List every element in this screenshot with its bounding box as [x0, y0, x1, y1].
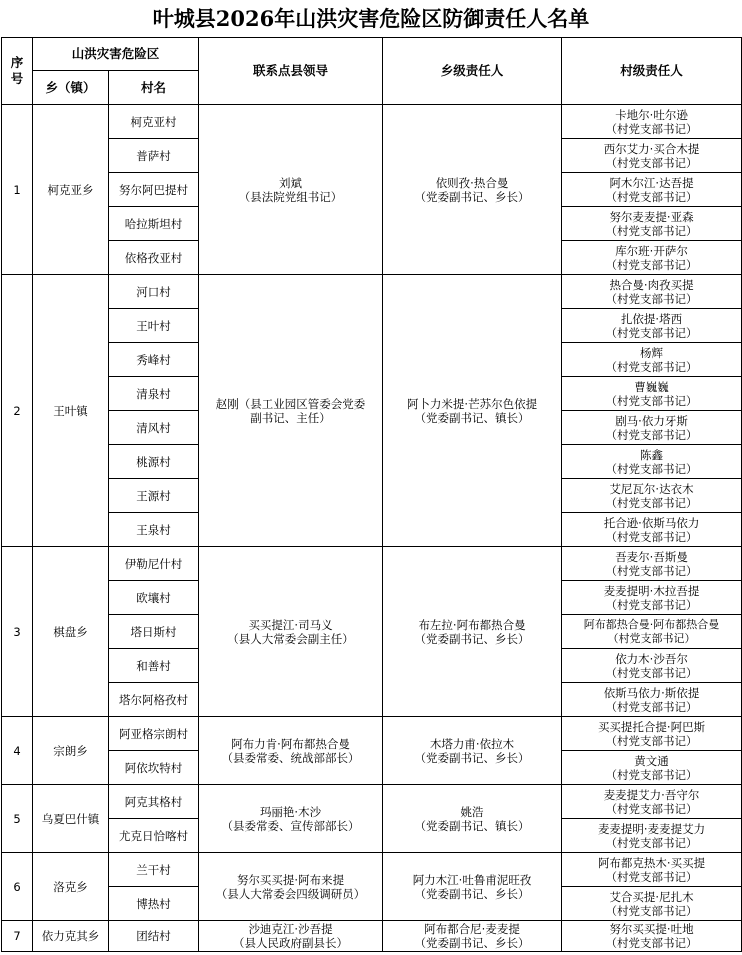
village-resp-cell-title: （村党支部书记） [605, 461, 698, 476]
table-body [2, 105, 742, 952]
village-cell: 柯克亚村 [109, 105, 199, 139]
township-resp-cell-name: 木塔力甫·依拉木 [429, 736, 515, 751]
village-cell: 欧壤村 [109, 581, 199, 615]
township-resp-cell-name: 依则孜·热合曼 [435, 175, 509, 190]
village-cell: 阿亚格宗朗村 [109, 717, 199, 751]
table-row [2, 717, 742, 751]
village-cell: 依格孜亚村 [109, 241, 199, 275]
village-resp-cell-name: 买买提托合提·阿巴斯 [597, 719, 706, 734]
village-resp-cell [562, 275, 742, 309]
village-resp-cell-name: 卡地尔·吐尔逊 [615, 107, 688, 122]
village-cell: 兰干村 [109, 853, 199, 887]
village-resp-cell-title: （村党支部书记） [605, 835, 698, 850]
county-leader-cell-name: 玛丽艳·木沙 [259, 804, 322, 819]
village-resp-cell-name: 吾麦尔·吾斯曼 [615, 549, 688, 564]
village-resp-cell-title: （村党支部书记） [605, 291, 698, 306]
village-resp-cell [562, 445, 742, 479]
village-resp-cell-name: 艾合买提·尼扎木 [609, 889, 694, 904]
village-resp-cell-name: 热合曼·肉孜买提 [609, 277, 694, 292]
village-resp-cell [562, 751, 742, 785]
village-resp-cell-name: 剧马·依力牙斯 [615, 413, 688, 428]
village-cell: 普萨村 [109, 139, 199, 173]
county-leader-header: 联系点县领导 [199, 38, 383, 105]
village-resp-cell-title: （村党支部书记） [605, 936, 698, 950]
township-cell: 乌夏巴什镇 [33, 785, 109, 853]
township-resp-cell-title: （党委副书记、乡长） [414, 189, 530, 204]
village-cell: 河口村 [109, 275, 199, 309]
county-leader-cell-name: 沙迪克江·沙吾提 [248, 922, 333, 936]
village-cell: 桃源村 [109, 445, 199, 479]
village-resp-cell-title: （村党支部书记） [607, 631, 696, 645]
village-resp-cell-name: 阿布都热合曼·阿布都热合曼 [583, 617, 720, 631]
county-leader-cell [199, 105, 383, 275]
seq-header [2, 38, 33, 105]
village-resp-cell-title: （村党支部书记） [605, 155, 698, 170]
village-cell: 塔日斯村 [109, 615, 199, 649]
village-cell: 王源村 [109, 479, 199, 513]
seq-cell: 5 [2, 785, 33, 853]
village-resp-cell-title: （村党支部书记） [605, 393, 698, 408]
county-leader-cell [199, 717, 383, 785]
seq-header-label: 序号 [10, 55, 24, 86]
county-leader-cell [199, 921, 383, 952]
village-resp-cell [562, 547, 742, 581]
village-cell: 伊勒尼什村 [109, 547, 199, 581]
village-cell: 清泉村 [109, 377, 199, 411]
village-cell: 尤克日恰喀村 [109, 819, 199, 853]
township-resp-cell-name: 布左拉·阿布都热合曼 [418, 617, 526, 632]
township-cell: 棋盘乡 [33, 547, 109, 717]
county-leader-cell-name: 努尔买买提·阿布来提 [236, 872, 345, 887]
village-resp-cell-name: 麦麦提明·木拉吾提 [603, 583, 700, 598]
county-leader-cell [199, 275, 383, 547]
village-resp-cell [562, 513, 742, 547]
township-resp-cell-title: （党委副书记、乡长） [414, 750, 530, 765]
responsibility-table [1, 37, 742, 952]
village-resp-cell [562, 615, 742, 649]
county-leader-cell [199, 547, 383, 717]
village-cell: 秀峰村 [109, 343, 199, 377]
township-resp-header: 乡级责任人 [383, 38, 562, 105]
township-cell: 洛克乡 [33, 853, 109, 921]
township-resp-cell-title: （党委副书记、乡长） [414, 631, 530, 646]
county-leader-cell-name: 赵刚（县工业园区管委会党委 [215, 396, 366, 411]
county-leader-cell-title: （县人民政府副县长） [233, 936, 349, 950]
village-resp-cell-name: 托合逊·依斯马依力 [603, 515, 700, 530]
township-resp-cell-name: 阿卜力米提·芒苏尔色依提 [406, 396, 538, 411]
seq-cell: 1 [2, 105, 33, 275]
village-resp-cell-title: （村党支部书记） [605, 767, 698, 782]
county-leader-cell [199, 853, 383, 921]
village-resp-cell [562, 649, 742, 683]
township-resp-cell-title: （党委副书记、镇长） [414, 410, 530, 425]
village-resp-cell-name: 扎依提·塔西 [620, 311, 683, 326]
township-resp-cell-name: 阿力木江·吐鲁甫泥旺孜 [412, 872, 532, 887]
village-resp-cell [562, 173, 742, 207]
county-leader-cell-title: 副书记、主任） [250, 410, 331, 425]
county-leader-cell-title: （县法院党组书记） [238, 189, 343, 204]
village-resp-cell [562, 241, 742, 275]
village-resp-cell-title: （村党支部书记） [605, 189, 698, 204]
village-resp-cell [562, 683, 742, 717]
seq-cell: 4 [2, 717, 33, 785]
village-cell: 王叶村 [109, 309, 199, 343]
village-cell: 清风村 [109, 411, 199, 445]
village-resp-cell-title: （村党支部书记） [605, 699, 698, 714]
village-cell: 哈拉斯坦村 [109, 207, 199, 241]
village-cell: 和善村 [109, 649, 199, 683]
township-cell: 依力克其乡 [33, 921, 109, 952]
township-cell: 宗朗乡 [33, 717, 109, 785]
village-resp-cell-name: 杨辉 [640, 345, 664, 360]
village-resp-cell-name: 曹巍巍 [634, 379, 669, 394]
village-resp-cell-name: 努尔买买提·吐地 [609, 922, 694, 936]
township-resp-cell [383, 275, 562, 547]
village-cell: 努尔阿巴提村 [109, 173, 199, 207]
page-title: 叶城县2026年山洪灾害危险区防御责任人名单 [152, 6, 590, 31]
table-row [2, 785, 742, 819]
village-resp-cell [562, 343, 742, 377]
village-resp-cell [562, 377, 742, 411]
county-leader-cell-title: （县委常委、统战部部长） [221, 750, 360, 765]
village-resp-cell-name: 努尔麦麦提·亚森 [609, 209, 694, 224]
village-resp-cell-name: 依斯马依力·斯依提 [603, 685, 700, 700]
village-resp-cell-name: 麦麦提艾力·吾守尔 [603, 787, 700, 802]
village-resp-cell-name: 艾尼瓦尔·达衣木 [609, 481, 694, 496]
village-cell: 塔尔阿格孜村 [109, 683, 199, 717]
village-header: 村名 [109, 71, 199, 105]
village-resp-cell-name: 库尔班·开萨尔 [615, 243, 688, 258]
village-resp-header: 村级责任人 [562, 38, 742, 105]
village-resp-cell [562, 309, 742, 343]
township-resp-cell [383, 785, 562, 853]
village-resp-cell-name: 麦麦提明·麦麦提艾力 [597, 821, 706, 836]
zone-header: 山洪灾害危险区 [33, 38, 199, 71]
county-leader-cell [199, 785, 383, 853]
village-resp-cell-name: 陈鑫 [640, 447, 664, 462]
village-resp-cell-title: （村党支部书记） [605, 529, 698, 544]
village-resp-cell [562, 785, 742, 819]
table-row [2, 547, 742, 581]
village-cell: 阿克其格村 [109, 785, 199, 819]
seq-cell: 7 [2, 921, 33, 952]
village-resp-cell [562, 411, 742, 445]
village-resp-cell [562, 819, 742, 853]
village-resp-cell [562, 887, 742, 921]
village-resp-cell-title: （村党支部书记） [605, 733, 698, 748]
county-leader-cell-title: （县人大常委会副主任） [227, 631, 354, 646]
seq-cell: 3 [2, 547, 33, 717]
seq-cell: 6 [2, 853, 33, 921]
village-resp-cell-title: （村党支部书记） [605, 903, 698, 918]
village-resp-cell [562, 479, 742, 513]
township-header: 乡（镇） [33, 71, 109, 105]
township-resp-cell-title: （党委副书记、乡长） [414, 936, 530, 950]
village-resp-cell-title: （村党支部书记） [605, 665, 698, 680]
village-resp-cell-name: 西尔艾力·买合木提 [603, 141, 700, 156]
village-cell: 博热村 [109, 887, 199, 921]
village-resp-cell-title: （村党支部书记） [605, 563, 698, 578]
village-resp-cell [562, 105, 742, 139]
village-resp-cell-name: 黄文通 [634, 753, 669, 768]
village-resp-cell-title: （村党支部书记） [605, 223, 698, 238]
village-resp-cell-name: 阿木尔江·达吾提 [609, 175, 694, 190]
village-resp-cell-title: （村党支部书记） [605, 597, 698, 612]
township-cell: 王叶镇 [33, 275, 109, 547]
table-row [2, 275, 742, 309]
village-resp-cell [562, 921, 742, 952]
township-resp-cell [383, 105, 562, 275]
table-row [2, 921, 742, 952]
village-resp-cell [562, 717, 742, 751]
county-leader-cell-name: 买买提江·司马义 [248, 617, 333, 632]
village-resp-cell-title: （村党支部书记） [605, 121, 698, 136]
village-resp-cell-title: （村党支部书记） [605, 325, 698, 340]
township-cell: 柯克亚乡 [33, 105, 109, 275]
village-resp-cell [562, 853, 742, 887]
township-resp-cell-name: 阿布都合尼·麦麦提 [424, 922, 520, 936]
township-resp-cell [383, 853, 562, 921]
seq-cell: 2 [2, 275, 33, 547]
village-resp-cell [562, 581, 742, 615]
county-leader-cell-name: 刘斌 [279, 175, 303, 190]
county-leader-cell-title: （县委常委、宣传部部长） [221, 818, 360, 833]
township-resp-cell [383, 547, 562, 717]
village-resp-cell-name: 依力木·沙吾尔 [615, 651, 688, 666]
table-row [2, 105, 742, 139]
township-resp-cell-title: （党委副书记、镇长） [414, 818, 530, 833]
village-cell: 王泉村 [109, 513, 199, 547]
village-resp-cell-title: （村党支部书记） [605, 427, 698, 442]
table-row [2, 853, 742, 887]
village-resp-cell [562, 207, 742, 241]
township-resp-cell-name: 姚浩 [460, 804, 484, 819]
village-cell: 团结村 [109, 921, 199, 952]
village-resp-cell-title: （村党支部书记） [605, 801, 698, 816]
village-resp-cell-title: （村党支部书记） [605, 869, 698, 884]
village-resp-cell [562, 139, 742, 173]
village-resp-cell-title: （村党支部书记） [605, 257, 698, 272]
village-resp-cell-title: （村党支部书记） [605, 359, 698, 374]
township-resp-cell [383, 717, 562, 785]
village-cell: 阿依坎特村 [109, 751, 199, 785]
village-resp-cell-name: 阿布都克热木·买买提 [597, 855, 706, 870]
county-leader-cell-title: （县人大常委会四级调研员） [215, 886, 366, 901]
township-resp-cell [383, 921, 562, 952]
county-leader-cell-name: 阿布力肯·阿布都热合曼 [231, 736, 350, 751]
village-resp-cell-title: （村党支部书记） [605, 495, 698, 510]
township-resp-cell-title: （党委副书记、乡长） [414, 886, 530, 901]
